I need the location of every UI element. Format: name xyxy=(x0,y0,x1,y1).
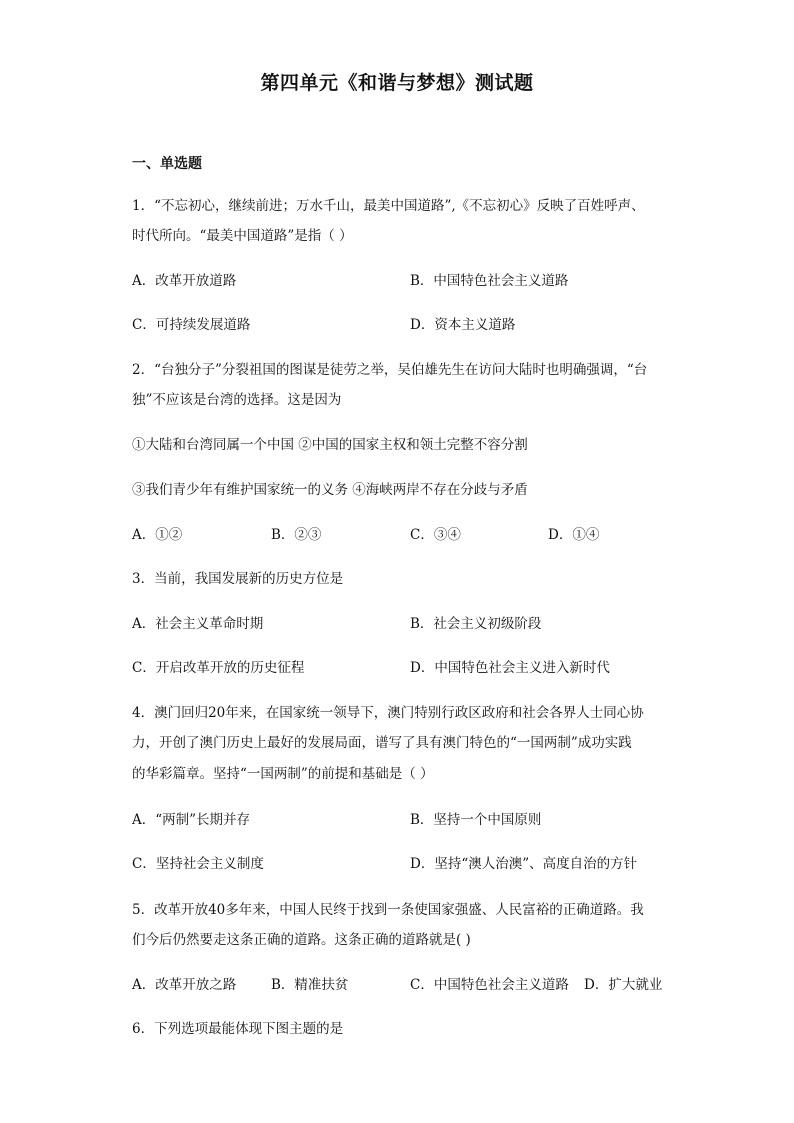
question-5-option-a: A．改革开放之路 xyxy=(132,977,237,993)
question-3-line-1: 3．当前，我国发展新的历史方位是 xyxy=(132,571,344,587)
question-1-option-b: B．中国特色社会主义道路 xyxy=(410,273,569,289)
question-1-line-2: 时代所向。“最美中国道路”是指（ ） xyxy=(132,228,353,244)
page-title: 第四单元《和谐与梦想》测试题 xyxy=(260,72,534,94)
question-4-option-a: A．“两制”长期并存 xyxy=(132,812,251,828)
question-4-line-2: 力，开创了澳门历史上最好的发展局面，谱写了具有澳门特色的“一国两制”成功实践 xyxy=(132,735,632,751)
question-2-line-1: 2．“台独分子”分裂祖国的图谋是徒劳之举，吴伯雄先生在访问大陆时也明确强调，“台 xyxy=(132,362,648,378)
question-2-option-b: B．②③ xyxy=(271,527,322,543)
question-2-option-c: C．③④ xyxy=(410,527,461,543)
question-1-option-a: A．改革开放道路 xyxy=(132,273,237,289)
question-4-line-1: 4．澳门回归20年来，在国家统一领导下，澳门特别行政区政府和社会各界人士同心协 xyxy=(132,705,644,721)
question-1-line-1: 1．“不忘初心，继续前进；万水千山，最美中国道路”,《不忘初心》反映了百姓呼声、 xyxy=(132,198,645,214)
question-4-line-3: 的华彩篇章。坚持“一国两制”的前提和基础是（ ） xyxy=(132,766,434,782)
question-4-option-d: D．坚持“澳人治澳”、高度自治的方针 xyxy=(410,856,638,872)
question-5-option-c: C．中国特色社会主义道路 xyxy=(410,977,569,993)
question-3-option-a: A．社会主义革命时期 xyxy=(132,616,264,632)
question-3-option-d: D．中国特色社会主义进入新时代 xyxy=(410,660,610,676)
question-5-line-2: 们今后仍然要走这条正确的道路。这条正确的道路就是( ) xyxy=(132,932,471,948)
question-4-option-c: C．坚持社会主义制度 xyxy=(132,856,264,872)
question-2-statement-2: ③我们青少年有维护国家统一的义务 ④海峡两岸不存在分歧与矛盾 xyxy=(132,482,528,498)
question-3-option-b: B．社会主义初级阶段 xyxy=(410,616,542,632)
question-2-statement-1: ①大陆和台湾同属一个中国 ②中国的国家主权和领土完整不容分割 xyxy=(132,437,528,453)
question-1-option-c: C．可持续发展道路 xyxy=(132,317,251,333)
question-5-option-b: B．精准扶贫 xyxy=(271,977,349,993)
question-5-line-1: 5．改革开放40多年来，中国人民终于找到一条使国家强盛、人民富裕的正确道路。我 xyxy=(132,902,644,918)
question-4-option-b: B．坚持一个中国原则 xyxy=(410,812,542,828)
question-3-option-c: C．开启改革开放的历史征程 xyxy=(132,660,305,676)
question-2-option-a: A．①② xyxy=(132,527,183,543)
question-1-option-d: D．资本主义道路 xyxy=(410,317,516,333)
question-5-option-d: D．扩大就业 xyxy=(584,977,663,993)
question-2-option-d: D．①④ xyxy=(548,527,600,543)
section-heading: 一、单选题 xyxy=(132,156,202,172)
question-6-line-1: 6．下列选项最能体现下图主题的是 xyxy=(132,1021,344,1037)
question-2-line-2: 独”不应该是台湾的选择。这是因为 xyxy=(132,392,342,408)
